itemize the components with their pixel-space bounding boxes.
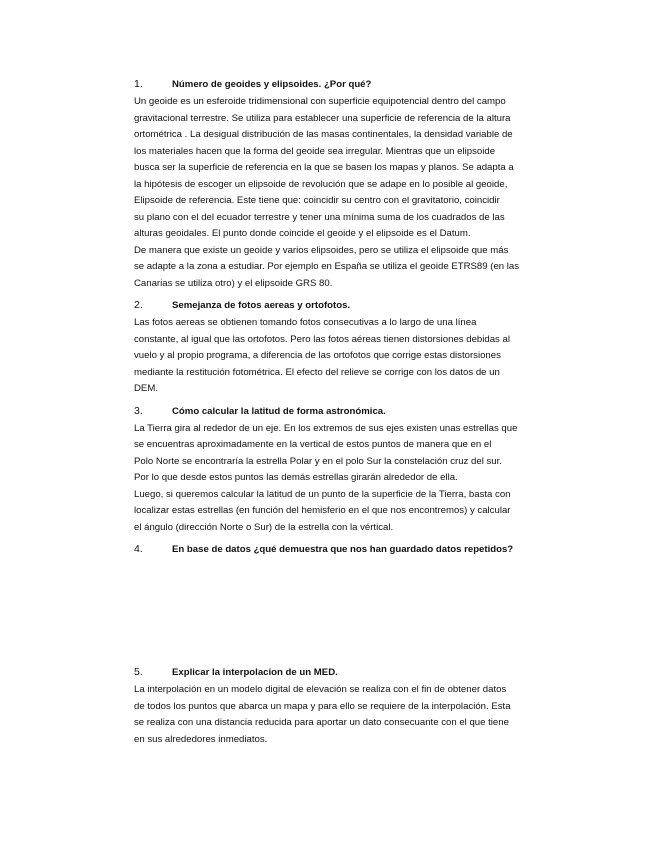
paragraph-line: Por lo que desde estos puntos las demás estrellas girarán alrededor de ella. <box>134 472 458 483</box>
blank-answer-space <box>134 559 564 659</box>
paragraph-line: se adapte a la zona a estudiar. Por ejemplo en España se utiliza el geoide ETRS89 (en las <box>134 261 520 272</box>
section-number: 4. <box>134 543 143 555</box>
paragraph-line: La interpolación en un modelo digital de elevación se realiza con el fin de obtener datos <box>134 684 507 695</box>
section-title: Explicar la interpolacion de un MED. <box>172 667 338 678</box>
section-heading <box>134 78 564 94</box>
section-title: Número de geoides y elipsoides. ¿Por qué? <box>172 79 372 90</box>
paragraph-line: en sus alrededores inmediatos. <box>134 733 268 745</box>
section-heading <box>134 666 564 682</box>
paragraph-line: mediante la restitución fotométrica. El efecto del relieve se corrige con los datos de un <box>134 366 500 378</box>
section-2 <box>134 299 564 398</box>
section-number: 5. <box>134 666 143 678</box>
paragraph-line: gravitacional terrestre. Se utiliza para establecer una superficie de referencia de la altura <box>134 112 511 124</box>
paragraph-line: el ángulo (dirección Norte o Sur) de la estrella con la vértical. <box>134 521 394 533</box>
section-heading <box>134 299 564 315</box>
paragraph-line: DEM. <box>134 383 158 394</box>
paragraph-line: alturas geoidales. El punto donde coincide el geoide y el elipsoide es el Datum. <box>134 228 471 239</box>
paragraph-line: ortométrica . La desigual distribución de las masas continentales, la densidad variable de <box>134 129 513 140</box>
section-number: 1. <box>134 78 143 90</box>
paragraph-line: De manera que existe un geoide y varios elipsoides, pero se utiliza el elipsoide que más <box>134 244 509 256</box>
section-number: 2. <box>134 299 143 311</box>
paragraph-line: Las fotos aereas se obtienen tomando fotos consecutivas a lo largo de una línea <box>134 317 477 328</box>
paragraph-line: la hipótesis de escoger un elipsoide de revolución que se adape en lo posible al geoide, <box>134 178 508 190</box>
paragraph-line: Luego, si queremos calcular la latitud de un punto de la superficie de la Tierra, basta con <box>134 488 511 500</box>
paragraph-line: constante, al igual que las ortofotos. Pero las fotos aéreas tienen distorsiones debidas al <box>134 333 510 345</box>
paragraph-line: los materiales hacen que la forma del geoide sea irregular. Mientras que un elipsoide <box>134 145 496 157</box>
section-title: Cómo calcular la latitud de forma astronómica. <box>172 405 386 417</box>
section-heading <box>134 543 564 559</box>
paragraph-line: se encuentras aproximadamente en la vertical de estos puntos de manera que en el <box>134 439 492 450</box>
section-heading <box>134 405 564 421</box>
paragraph-line: su plano con el del ecuador terrestre y tener una mínima suma de los cuadrados de las <box>134 211 505 223</box>
section-4 <box>134 543 564 659</box>
paragraph-line: Elipsoide de referencia. Este tiene que: coincidir su centro con el gravitatorio, coincidir <box>134 195 500 206</box>
paragraph-line: de todos los puntos que abarca un mapa y para ello se requiere de la interpolación. Esta <box>134 700 511 712</box>
paragraph-line: se realiza con una distancia reducida para aportar un dato consecuante con el que tiene <box>134 717 509 728</box>
section-1 <box>134 78 564 292</box>
paragraph-line: busca ser la superficie de referencia en la que se basen los mapas y planos. Se adapta a <box>134 162 514 173</box>
paragraph-line: vuelo y al propio programa, a diferencia de las ortofotos que corrige estas distorsiones <box>134 350 501 361</box>
paragraph-line: La Tierra gira al rededor de un eje. En los extremos de sus ejes existen unas estrellas que <box>134 422 518 434</box>
paragraph-line: Polo Norte se encontraría la estrella Polar y en el polo Sur la constelación cruz del sur. <box>134 455 502 467</box>
section-3 <box>134 405 564 537</box>
section-5 <box>134 666 564 748</box>
document-body <box>134 78 564 755</box>
section-number: 3. <box>134 404 143 417</box>
paragraph-line: localizar estas estrellas (en función del hemisferio en el que nos encontremos) y calcular <box>134 505 511 516</box>
section-title: En base de datos ¿qué demuestra que nos han guardado datos repetidos? <box>172 544 514 555</box>
section-title: Semejanza de fotos aereas y ortofotos. <box>172 300 351 311</box>
paragraph-line: Canarias se utiliza otro) y el elipsoide GRS 80. <box>134 277 333 289</box>
paragraph-line: Un geoide es un esferoide tridimensional con superficie equipotencial dentro del campo <box>134 96 506 107</box>
